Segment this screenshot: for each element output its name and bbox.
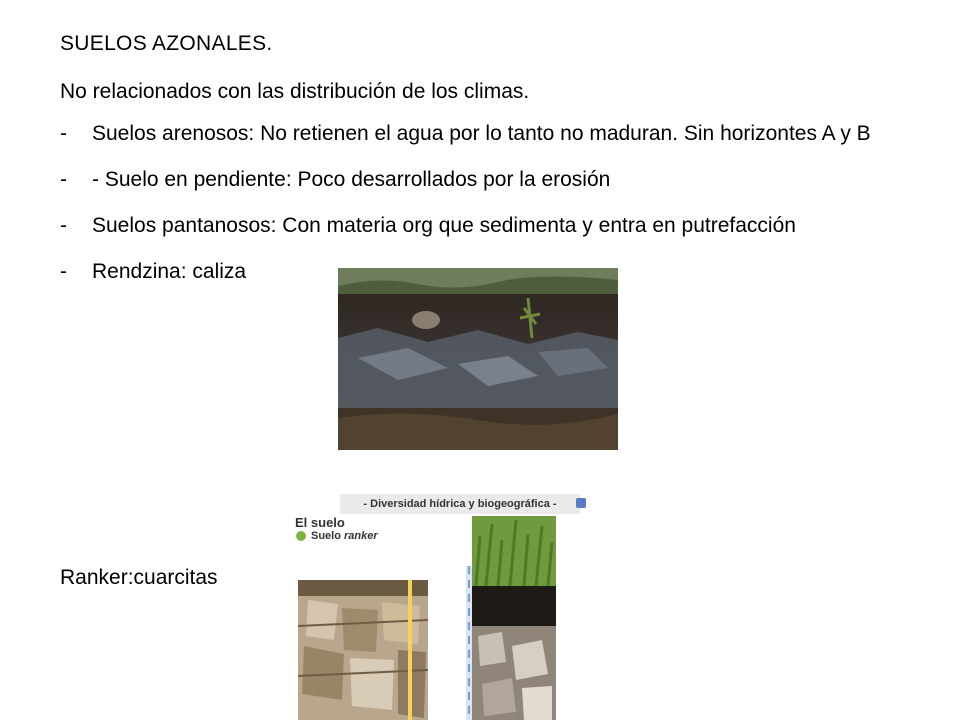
green-dot-icon [296, 531, 306, 541]
bullet-dash: - [60, 260, 67, 283]
panel-header: - Diversidad hídrica y biogeográfica - [340, 494, 580, 514]
bullet-item-suelo-pendiente [60, 166, 920, 193]
bullet-item-suelos-arenosos [60, 120, 920, 147]
ranker-label: Ranker:cuarcitas [60, 566, 218, 589]
panel-subtitle: El suelo [295, 515, 345, 530]
bullet-dash: - [60, 168, 67, 191]
book-icon [576, 498, 586, 508]
panel-bullet-italic: ranker [344, 530, 378, 542]
panel-bullet-prefix: Suelo [311, 530, 345, 542]
bullet-text: Suelos pantanosos: Con materia org que sedimenta y entra en putrefacción [92, 214, 796, 237]
bullet-text: - Suelo en pendiente: Poco desarrollados por la erosión [92, 168, 611, 191]
ranker-soil-panel [290, 486, 600, 720]
bullet-text: Suelos arenosos: No retienen el agua por lo tanto no maduran. Sin horizontes A y B [92, 122, 871, 145]
bullet-dash: - [60, 122, 67, 145]
ranker-profile-photo [472, 516, 556, 720]
bullet-dash: - [60, 214, 67, 237]
swamp-soil-photo [338, 268, 618, 450]
panel-bullet-label [311, 530, 378, 542]
bullet-text: Rendzina: caliza [92, 260, 247, 283]
intro-text: No relacionados con las distribución de los climas. [60, 80, 530, 103]
slide-title: SUELOS AZONALES. [60, 32, 273, 55]
panel-bullet [296, 530, 378, 542]
ranker-rock-photo [298, 580, 428, 720]
bullet-item-suelos-pantanosos [60, 212, 920, 239]
